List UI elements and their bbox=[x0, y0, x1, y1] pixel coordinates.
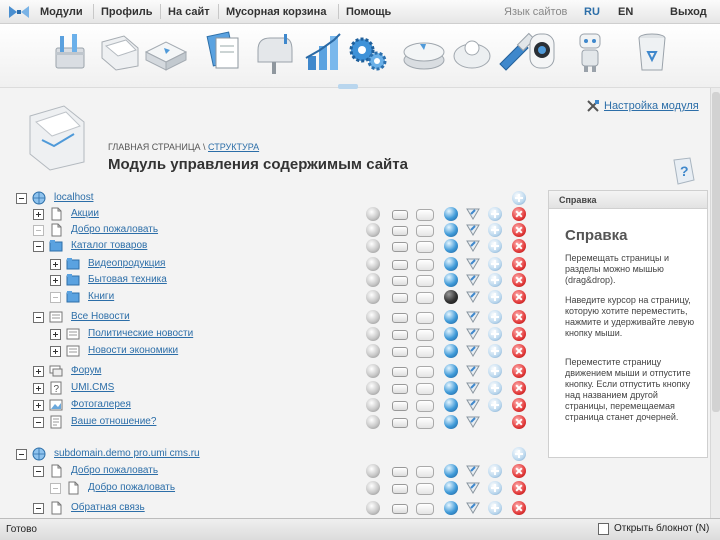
tree-row[interactable] bbox=[0, 326, 540, 343]
news-icon bbox=[66, 344, 80, 358]
expand-toggle[interactable] bbox=[33, 383, 44, 394]
edit-pencil-icon bbox=[466, 381, 480, 395]
active-status-icon[interactable] bbox=[444, 501, 458, 515]
tree-row[interactable] bbox=[0, 190, 540, 207]
add-child-button[interactable] bbox=[488, 481, 502, 495]
active-status-icon[interactable] bbox=[444, 415, 458, 429]
breadcrumb-separator: \ bbox=[200, 142, 209, 152]
top-menu-bar bbox=[0, 0, 720, 24]
edit-button[interactable] bbox=[466, 481, 480, 495]
tools-box-icon[interactable] bbox=[46, 28, 94, 76]
view-button[interactable] bbox=[416, 275, 434, 287]
active-status-icon[interactable] bbox=[444, 239, 458, 253]
permissions-button[interactable] bbox=[366, 327, 380, 341]
news-icon bbox=[66, 327, 80, 341]
poll-icon bbox=[49, 415, 63, 429]
menu-separator bbox=[218, 4, 219, 19]
collapse-toggle bbox=[50, 292, 61, 303]
page-title: Модуль управления содержимым сайта bbox=[108, 156, 408, 173]
active-status-icon[interactable] bbox=[444, 273, 458, 287]
tree-row[interactable] bbox=[0, 222, 540, 239]
menu-separator bbox=[338, 4, 339, 19]
active-status-icon[interactable] bbox=[444, 481, 458, 495]
tree-item-label[interactable]: Добро пожаловать bbox=[71, 465, 159, 476]
tree-row[interactable] bbox=[0, 380, 540, 397]
edit-button[interactable] bbox=[466, 273, 480, 287]
scrollbar-thumb[interactable] bbox=[712, 92, 720, 412]
permissions-button[interactable] bbox=[366, 364, 380, 378]
breadcrumb bbox=[108, 142, 259, 152]
lock-button[interactable] bbox=[392, 484, 408, 494]
add-child-button[interactable] bbox=[488, 310, 502, 324]
help-title: Справка bbox=[565, 227, 628, 244]
module-icon-strip bbox=[0, 24, 720, 88]
catalog-box-icon[interactable] bbox=[142, 28, 190, 76]
view-button[interactable] bbox=[416, 346, 434, 358]
tree-item-label[interactable]: UMI.CMS bbox=[71, 382, 115, 393]
tree-item-label[interactable]: Обратная связь bbox=[71, 502, 145, 513]
edit-pencil-icon bbox=[466, 501, 480, 515]
menu-to-site[interactable]: На сайт bbox=[168, 6, 210, 18]
open-notepad-button[interactable] bbox=[598, 523, 709, 534]
edit-pencil-icon bbox=[466, 290, 480, 304]
delete-button[interactable] bbox=[512, 381, 526, 395]
news-icon bbox=[49, 310, 63, 324]
tree-row[interactable] bbox=[0, 272, 540, 289]
edit-button[interactable] bbox=[466, 239, 480, 253]
edit-button[interactable] bbox=[466, 464, 480, 478]
lock-button[interactable] bbox=[392, 260, 408, 270]
add-child-button[interactable] bbox=[488, 464, 502, 478]
permissions-button[interactable] bbox=[366, 481, 380, 495]
status-bar bbox=[0, 518, 720, 540]
tree-row[interactable] bbox=[0, 343, 540, 360]
tree-item-label[interactable]: Ваше отношение? bbox=[71, 416, 157, 427]
delete-button[interactable] bbox=[512, 344, 526, 358]
edit-button[interactable] bbox=[466, 207, 480, 221]
lang-ru-link[interactable]: RU bbox=[584, 6, 600, 18]
permissions-button[interactable] bbox=[366, 415, 380, 429]
add-child-button[interactable] bbox=[488, 381, 502, 395]
tree-row[interactable] bbox=[0, 414, 540, 431]
help-panel-header: Справка bbox=[549, 191, 707, 209]
tree-row[interactable] bbox=[0, 446, 540, 463]
lock-button[interactable] bbox=[392, 418, 408, 428]
view-button[interactable] bbox=[416, 483, 434, 495]
view-button[interactable] bbox=[416, 503, 434, 515]
catalog-icon bbox=[66, 257, 80, 271]
lock-button[interactable] bbox=[392, 384, 408, 394]
catalog-icon bbox=[66, 273, 80, 287]
status-text: Готово bbox=[6, 524, 37, 535]
umi-logo-icon[interactable] bbox=[8, 4, 30, 20]
lock-button[interactable] bbox=[392, 242, 408, 252]
tree-row[interactable] bbox=[0, 480, 540, 497]
edit-pencil-icon bbox=[466, 257, 480, 271]
menu-modules[interactable]: Модули bbox=[40, 6, 83, 18]
tree-item-label[interactable]: Политические новости bbox=[88, 328, 194, 339]
add-child-button[interactable] bbox=[488, 344, 502, 358]
permissions-button[interactable] bbox=[366, 223, 380, 237]
active-status-icon[interactable] bbox=[444, 327, 458, 341]
active-status-icon[interactable] bbox=[444, 344, 458, 358]
permissions-button[interactable] bbox=[366, 207, 380, 221]
tree-item-label[interactable]: Бытовая техника bbox=[88, 274, 167, 285]
permissions-button[interactable] bbox=[366, 290, 380, 304]
delete-button[interactable] bbox=[512, 273, 526, 287]
tree-item-label[interactable]: Добро пожаловать bbox=[88, 482, 176, 493]
tree-row[interactable] bbox=[0, 397, 540, 414]
edit-pencil-icon bbox=[466, 310, 480, 324]
lock-button[interactable] bbox=[392, 330, 408, 340]
tools-icon bbox=[586, 99, 600, 113]
lock-button[interactable] bbox=[392, 504, 408, 514]
permissions-button[interactable] bbox=[366, 381, 380, 395]
logout-link[interactable]: Выход bbox=[670, 6, 707, 18]
active-status-icon[interactable] bbox=[444, 364, 458, 378]
view-button[interactable] bbox=[416, 241, 434, 253]
tree-item-label[interactable]: Все Новости bbox=[71, 311, 130, 322]
help-paragraph-3: Переместите страницу движением мыши и отпустите кнопку. Если отпустить кнопку над названием другой страницы, перемещаемая страница станет дочерней. bbox=[565, 357, 691, 422]
edit-button[interactable] bbox=[466, 223, 480, 237]
edit-pencil-icon bbox=[466, 415, 480, 429]
breadcrumb-home[interactable]: ГЛАВНАЯ СТРАНИЦА bbox=[108, 142, 201, 152]
lock-button[interactable] bbox=[392, 276, 408, 286]
add-child-button[interactable] bbox=[488, 398, 502, 412]
tree-item-label[interactable]: Каталог товаров bbox=[71, 240, 148, 251]
edit-button[interactable] bbox=[466, 364, 480, 378]
tree-row[interactable] bbox=[0, 238, 540, 255]
trash-bin-icon[interactable] bbox=[628, 28, 676, 76]
view-button[interactable] bbox=[416, 225, 434, 237]
add-child-button[interactable] bbox=[488, 223, 502, 237]
globe-icon bbox=[32, 191, 46, 205]
tree-row[interactable] bbox=[0, 309, 540, 326]
settings-gears-icon[interactable] bbox=[344, 28, 392, 76]
tree-item-label[interactable]: Добро пожаловать bbox=[71, 224, 159, 235]
vertical-scrollbar[interactable] bbox=[710, 88, 720, 518]
add-child-button[interactable] bbox=[488, 364, 502, 378]
help-paragraph-1: Перемещать страницы и разделы можно мышью (drag&drop). bbox=[565, 253, 669, 285]
permissions-button[interactable] bbox=[366, 501, 380, 515]
module-settings-label: Настройка модуля bbox=[604, 100, 699, 112]
active-status-icon[interactable] bbox=[444, 464, 458, 478]
add-child-button[interactable] bbox=[488, 239, 502, 253]
expand-toggle[interactable] bbox=[50, 275, 61, 286]
catalog-icon bbox=[49, 239, 63, 253]
menu-help[interactable]: Помощь bbox=[346, 6, 392, 18]
expand-toggle[interactable] bbox=[50, 259, 61, 270]
breadcrumb-current[interactable]: СТРУКТУРА bbox=[208, 142, 260, 152]
tree-item-label[interactable]: localhost bbox=[54, 192, 94, 203]
edit-button[interactable] bbox=[466, 257, 480, 271]
tree-row[interactable] bbox=[0, 206, 540, 223]
add-child-button[interactable] bbox=[488, 273, 502, 287]
edit-pencil-icon bbox=[466, 207, 480, 221]
permissions-button[interactable] bbox=[366, 344, 380, 358]
add-child-button[interactable] bbox=[488, 327, 502, 341]
collapse-toggle[interactable] bbox=[16, 193, 27, 204]
delete-button[interactable] bbox=[512, 464, 526, 478]
permissions-button[interactable] bbox=[366, 310, 380, 324]
page-icon bbox=[49, 501, 63, 515]
view-button[interactable] bbox=[416, 292, 434, 304]
page-icon bbox=[49, 207, 63, 221]
expand-toggle[interactable] bbox=[33, 400, 44, 411]
edit-pencil-icon bbox=[466, 398, 480, 412]
module-settings-link[interactable] bbox=[586, 100, 699, 112]
tree-row[interactable] bbox=[0, 363, 540, 380]
collapse-toggle bbox=[33, 225, 44, 236]
collapse-toggle bbox=[50, 483, 61, 494]
permissions-button[interactable] bbox=[366, 257, 380, 271]
delete-button[interactable] bbox=[512, 223, 526, 237]
view-button[interactable] bbox=[416, 259, 434, 271]
view-button[interactable] bbox=[416, 466, 434, 478]
tree-item-label[interactable]: Форум bbox=[71, 365, 102, 376]
edit-button[interactable] bbox=[466, 398, 480, 412]
menu-profile[interactable]: Профиль bbox=[101, 6, 153, 18]
tree-item-label[interactable]: Акции bbox=[71, 208, 99, 219]
catalog-icon bbox=[66, 290, 80, 304]
add-child-button[interactable] bbox=[488, 207, 502, 221]
collapse-toggle[interactable] bbox=[33, 466, 44, 477]
edit-pencil-icon bbox=[466, 327, 480, 341]
tree-row[interactable] bbox=[0, 463, 540, 480]
active-status-icon[interactable] bbox=[444, 207, 458, 221]
edit-pencil-icon bbox=[466, 464, 480, 478]
menu-separator bbox=[160, 4, 161, 19]
faq-icon bbox=[49, 381, 63, 395]
gallery-icon bbox=[49, 398, 63, 412]
permissions-button[interactable] bbox=[366, 273, 380, 287]
svg-text:?: ? bbox=[53, 384, 60, 395]
delete-button[interactable] bbox=[512, 310, 526, 324]
permissions-button[interactable] bbox=[366, 398, 380, 412]
menu-trash[interactable]: Мусорная корзина bbox=[226, 6, 327, 18]
delete-button[interactable] bbox=[512, 257, 526, 271]
view-button[interactable] bbox=[416, 312, 434, 324]
expand-toggle[interactable] bbox=[33, 209, 44, 220]
edit-button[interactable] bbox=[466, 290, 480, 304]
view-button[interactable] bbox=[416, 400, 434, 412]
active-status-icon[interactable] bbox=[444, 310, 458, 324]
lock-button[interactable] bbox=[392, 226, 408, 236]
page-icon bbox=[49, 223, 63, 237]
delete-button[interactable] bbox=[512, 207, 526, 221]
edit-pencil-icon bbox=[466, 273, 480, 287]
permissions-button[interactable] bbox=[366, 239, 380, 253]
storage-icon[interactable] bbox=[400, 28, 448, 76]
view-button[interactable] bbox=[416, 329, 434, 341]
delete-button[interactable] bbox=[512, 398, 526, 412]
active-status-icon[interactable] bbox=[444, 398, 458, 412]
tree-item-label[interactable]: Фотогалерея bbox=[71, 399, 131, 410]
collapse-toggle[interactable] bbox=[33, 312, 44, 323]
edit-button[interactable] bbox=[466, 381, 480, 395]
menu-separator bbox=[93, 4, 94, 19]
tree-item-label[interactable]: Книги bbox=[88, 291, 115, 302]
tree-item-label[interactable]: Новости экономики bbox=[88, 345, 179, 356]
notepad-icon bbox=[598, 523, 609, 535]
edit-button[interactable] bbox=[466, 327, 480, 341]
delete-button[interactable] bbox=[512, 327, 526, 341]
active-status-icon[interactable] bbox=[444, 381, 458, 395]
users-icon[interactable] bbox=[448, 28, 496, 76]
add-child-button[interactable] bbox=[488, 501, 502, 515]
help-paragraph-2: Наведите курсор на страницу, которую хотите переместить, нажмите и удерживайте левую кнопку мыши. bbox=[565, 295, 695, 338]
expand-toggle[interactable] bbox=[33, 366, 44, 377]
mailbox-icon[interactable] bbox=[250, 28, 298, 76]
collapse-toggle[interactable] bbox=[33, 241, 44, 252]
view-button[interactable] bbox=[416, 366, 434, 378]
edit-pencil-icon bbox=[466, 344, 480, 358]
site-language-label: Язык сайтов bbox=[504, 6, 568, 18]
edit-pencil-icon bbox=[466, 364, 480, 378]
delete-button[interactable] bbox=[512, 501, 526, 515]
collapse-toggle[interactable] bbox=[16, 449, 27, 460]
lock-button[interactable] bbox=[392, 401, 408, 411]
lock-button[interactable] bbox=[392, 313, 408, 323]
delete-button[interactable] bbox=[512, 290, 526, 304]
tree-row[interactable] bbox=[0, 500, 540, 517]
tree-item-label[interactable]: subdomain.demo pro.umi cms.ru bbox=[54, 448, 200, 459]
active-status-icon[interactable] bbox=[444, 257, 458, 271]
globe-icon bbox=[32, 447, 46, 461]
expand-toggle[interactable] bbox=[50, 329, 61, 340]
page-icon bbox=[66, 481, 80, 495]
lock-button[interactable] bbox=[392, 347, 408, 357]
delete-button[interactable] bbox=[512, 481, 526, 495]
lang-en-link[interactable]: EN bbox=[618, 6, 634, 18]
lock-button[interactable] bbox=[392, 367, 408, 377]
structure-folders-icon bbox=[24, 100, 90, 172]
active-status-icon[interactable] bbox=[444, 223, 458, 237]
collapse-toggle[interactable] bbox=[33, 503, 44, 514]
edit-button[interactable] bbox=[466, 501, 480, 515]
edit-button[interactable] bbox=[466, 310, 480, 324]
edit-button[interactable] bbox=[466, 415, 480, 429]
tree-item-label[interactable]: Видеопродукция bbox=[88, 258, 166, 269]
edit-button[interactable] bbox=[466, 344, 480, 358]
delete-button[interactable] bbox=[512, 364, 526, 378]
documents-icon[interactable] bbox=[200, 28, 248, 76]
robot-icon[interactable] bbox=[566, 28, 614, 76]
inactive-status-icon[interactable] bbox=[444, 290, 458, 304]
folders-icon[interactable] bbox=[96, 28, 144, 76]
view-button[interactable] bbox=[416, 417, 434, 429]
add-child-button[interactable] bbox=[488, 290, 502, 304]
forum-icon bbox=[49, 364, 63, 378]
svg-text:?: ? bbox=[680, 163, 689, 179]
add-child-button[interactable] bbox=[488, 257, 502, 271]
view-button[interactable] bbox=[416, 209, 434, 221]
edit-pencil-icon bbox=[466, 481, 480, 495]
help-question-icon[interactable] bbox=[672, 156, 696, 186]
stats-chart-icon[interactable] bbox=[300, 28, 348, 76]
tree-row[interactable] bbox=[0, 289, 540, 306]
edit-pencil-icon bbox=[466, 223, 480, 237]
delete-button[interactable] bbox=[512, 239, 526, 253]
site-structure-tree bbox=[0, 188, 540, 520]
open-notepad-label: Открыть блокнот (N) bbox=[614, 523, 710, 534]
view-button[interactable] bbox=[416, 383, 434, 395]
lock-button[interactable] bbox=[392, 210, 408, 220]
expand-toggle[interactable] bbox=[50, 346, 61, 357]
delete-button[interactable] bbox=[512, 415, 526, 429]
collapse-toggle[interactable] bbox=[33, 417, 44, 428]
help-panel bbox=[548, 190, 708, 458]
add-child-button[interactable] bbox=[512, 191, 526, 205]
add-child-button[interactable] bbox=[512, 447, 526, 461]
page-icon bbox=[49, 464, 63, 478]
webcam-icon[interactable] bbox=[518, 28, 566, 76]
lock-button[interactable] bbox=[392, 467, 408, 477]
active-module-indicator bbox=[338, 84, 358, 89]
tree-row[interactable] bbox=[0, 256, 540, 273]
edit-pencil-icon bbox=[466, 239, 480, 253]
lock-button[interactable] bbox=[392, 293, 408, 303]
permissions-button[interactable] bbox=[366, 464, 380, 478]
